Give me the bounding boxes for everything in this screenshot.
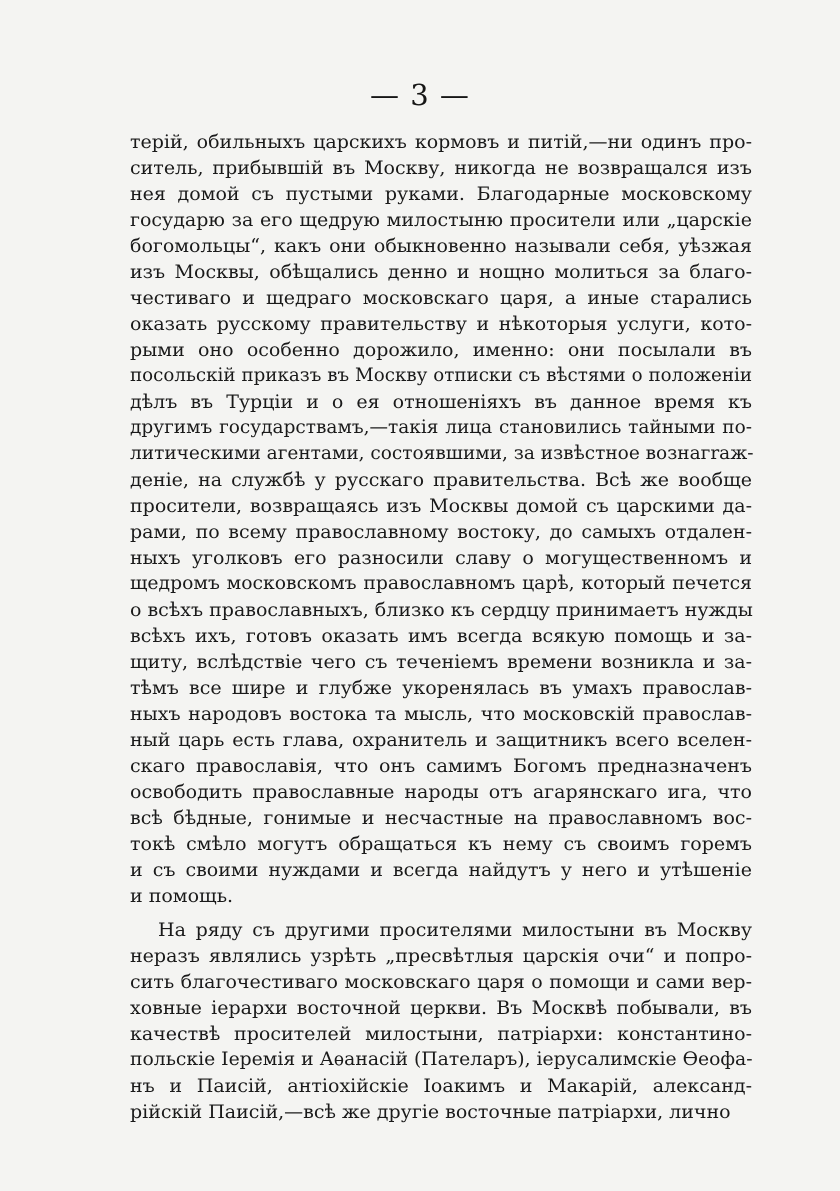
text-line: ховные іерархи восточной церкви. Въ Москвѣ побывали, въ bbox=[130, 997, 752, 1019]
text-line: освободить православные народы отъ агарянскаго ига, что bbox=[130, 781, 752, 803]
text-line: всѣхъ ихъ, готовъ оказать имъ всегда всякую помощь и за- bbox=[130, 625, 752, 647]
page-number: — 3 — bbox=[370, 78, 470, 112]
text-line: посольскій приказъ въ Москву отписки съ вѣстями о положеніи bbox=[130, 365, 752, 386]
text-line: щиту, вслѣдствіе чего съ теченіемъ времени возникла и за- bbox=[130, 651, 752, 673]
text-line: деніе, на службѣ у русскаго правительства. Всѣ же вообще bbox=[130, 469, 752, 491]
text-line: дѣлъ въ Турціи и о ея отношеніяхъ въ данное время къ bbox=[130, 391, 752, 413]
text-line: нея домой съ пустыми руками. Благодарные московскому bbox=[130, 183, 752, 205]
text-line: На ряду съ другими просителями милостыни въ Москву bbox=[158, 919, 752, 941]
text-line: токѣ смѣло могутъ обращаться къ нему съ своимъ горемъ bbox=[130, 833, 752, 855]
paragraph bbox=[130, 917, 752, 1125]
text-line: изъ Москвы, обѣщались денно и нощно молиться за благо- bbox=[130, 261, 752, 283]
paragraph bbox=[130, 129, 752, 909]
text-line: о всѣхъ православныхъ, близко къ сердцу принимаетъ нужды bbox=[130, 599, 753, 621]
text-line: щедромъ московскомъ православномъ царѣ, который печется bbox=[130, 573, 752, 594]
text-line: ный царь есть глава, охранитель и защитникъ всего вселен- bbox=[130, 729, 752, 751]
text-line: тѣмъ все шире и глубже укоренялась въ умахъ православ- bbox=[130, 677, 752, 699]
body-text bbox=[130, 129, 752, 1125]
text-line: качествѣ просителей милостыни, патріархи: константино- bbox=[130, 1023, 752, 1045]
paragraph-gap bbox=[130, 909, 752, 917]
text-line: нъ и Паисій, антіохійскіе Іоакимъ и Макарій, александ- bbox=[130, 1075, 752, 1097]
text-line: литическими агентами, состоявшими, за извѣстное вознагraж- bbox=[130, 443, 754, 464]
text-line: сить благочестиваго московскаго царя о помощи и сами вер- bbox=[130, 971, 752, 993]
text-line: ситель, прибывшій въ Москву, никогда не возвращался изъ bbox=[130, 157, 752, 179]
text-line: польскіе Іеремія и Аѳанасій (Пателаръ), іерусалимскіе Ѳеофа- bbox=[130, 1049, 753, 1070]
text-line: скаго православія, что онъ самимъ Богомъ предназначенъ bbox=[130, 755, 752, 777]
text-line: терій, обильныхъ царскихъ кормовъ и питій,—ни одинъ про- bbox=[130, 131, 752, 153]
text-line: рыми оно особенно дорожило, именно: они посылали въ bbox=[130, 339, 752, 361]
text-line: рійскій Паисій,—всѣ же другіе восточные патріархи, лично bbox=[130, 1101, 731, 1123]
text-line: просители, возвращаясь изъ Москвы домой съ царскими да- bbox=[130, 495, 752, 517]
text-line: ныхъ народовъ востока та мысль, что московскій православ- bbox=[130, 703, 752, 725]
text-line: и съ своими нуждами и всегда найдутъ у него и утѣшеніе bbox=[130, 859, 752, 881]
text-line: рами, по всему православному востоку, до самыхъ отдален- bbox=[130, 521, 752, 543]
text-line: всѣ бѣдные, гонимые и несчастные на православномъ вос- bbox=[130, 807, 752, 829]
text-line: честиваго и щедраго московскаго царя, а иные старались bbox=[130, 287, 752, 309]
text-line: другимъ государствамъ,—такія лица становились тайными по- bbox=[130, 417, 752, 438]
text-line: государю за его щедрую милостыню просители или „царскіе bbox=[130, 209, 752, 231]
text-line: богомольцы“, какъ они обыкновенно называли себя, уѣзжая bbox=[130, 235, 752, 257]
text-line: и помощь. bbox=[130, 885, 234, 907]
text-line: неразъ являлись узрѣть „пресвѣтлыя царскія очи“ и попро- bbox=[130, 945, 752, 967]
text-line: оказать русскому правительству и нѣкоторыя услуги, кото- bbox=[130, 313, 752, 335]
text-line: ныхъ уголковъ его разносили славу о могущественномъ и bbox=[130, 547, 752, 569]
